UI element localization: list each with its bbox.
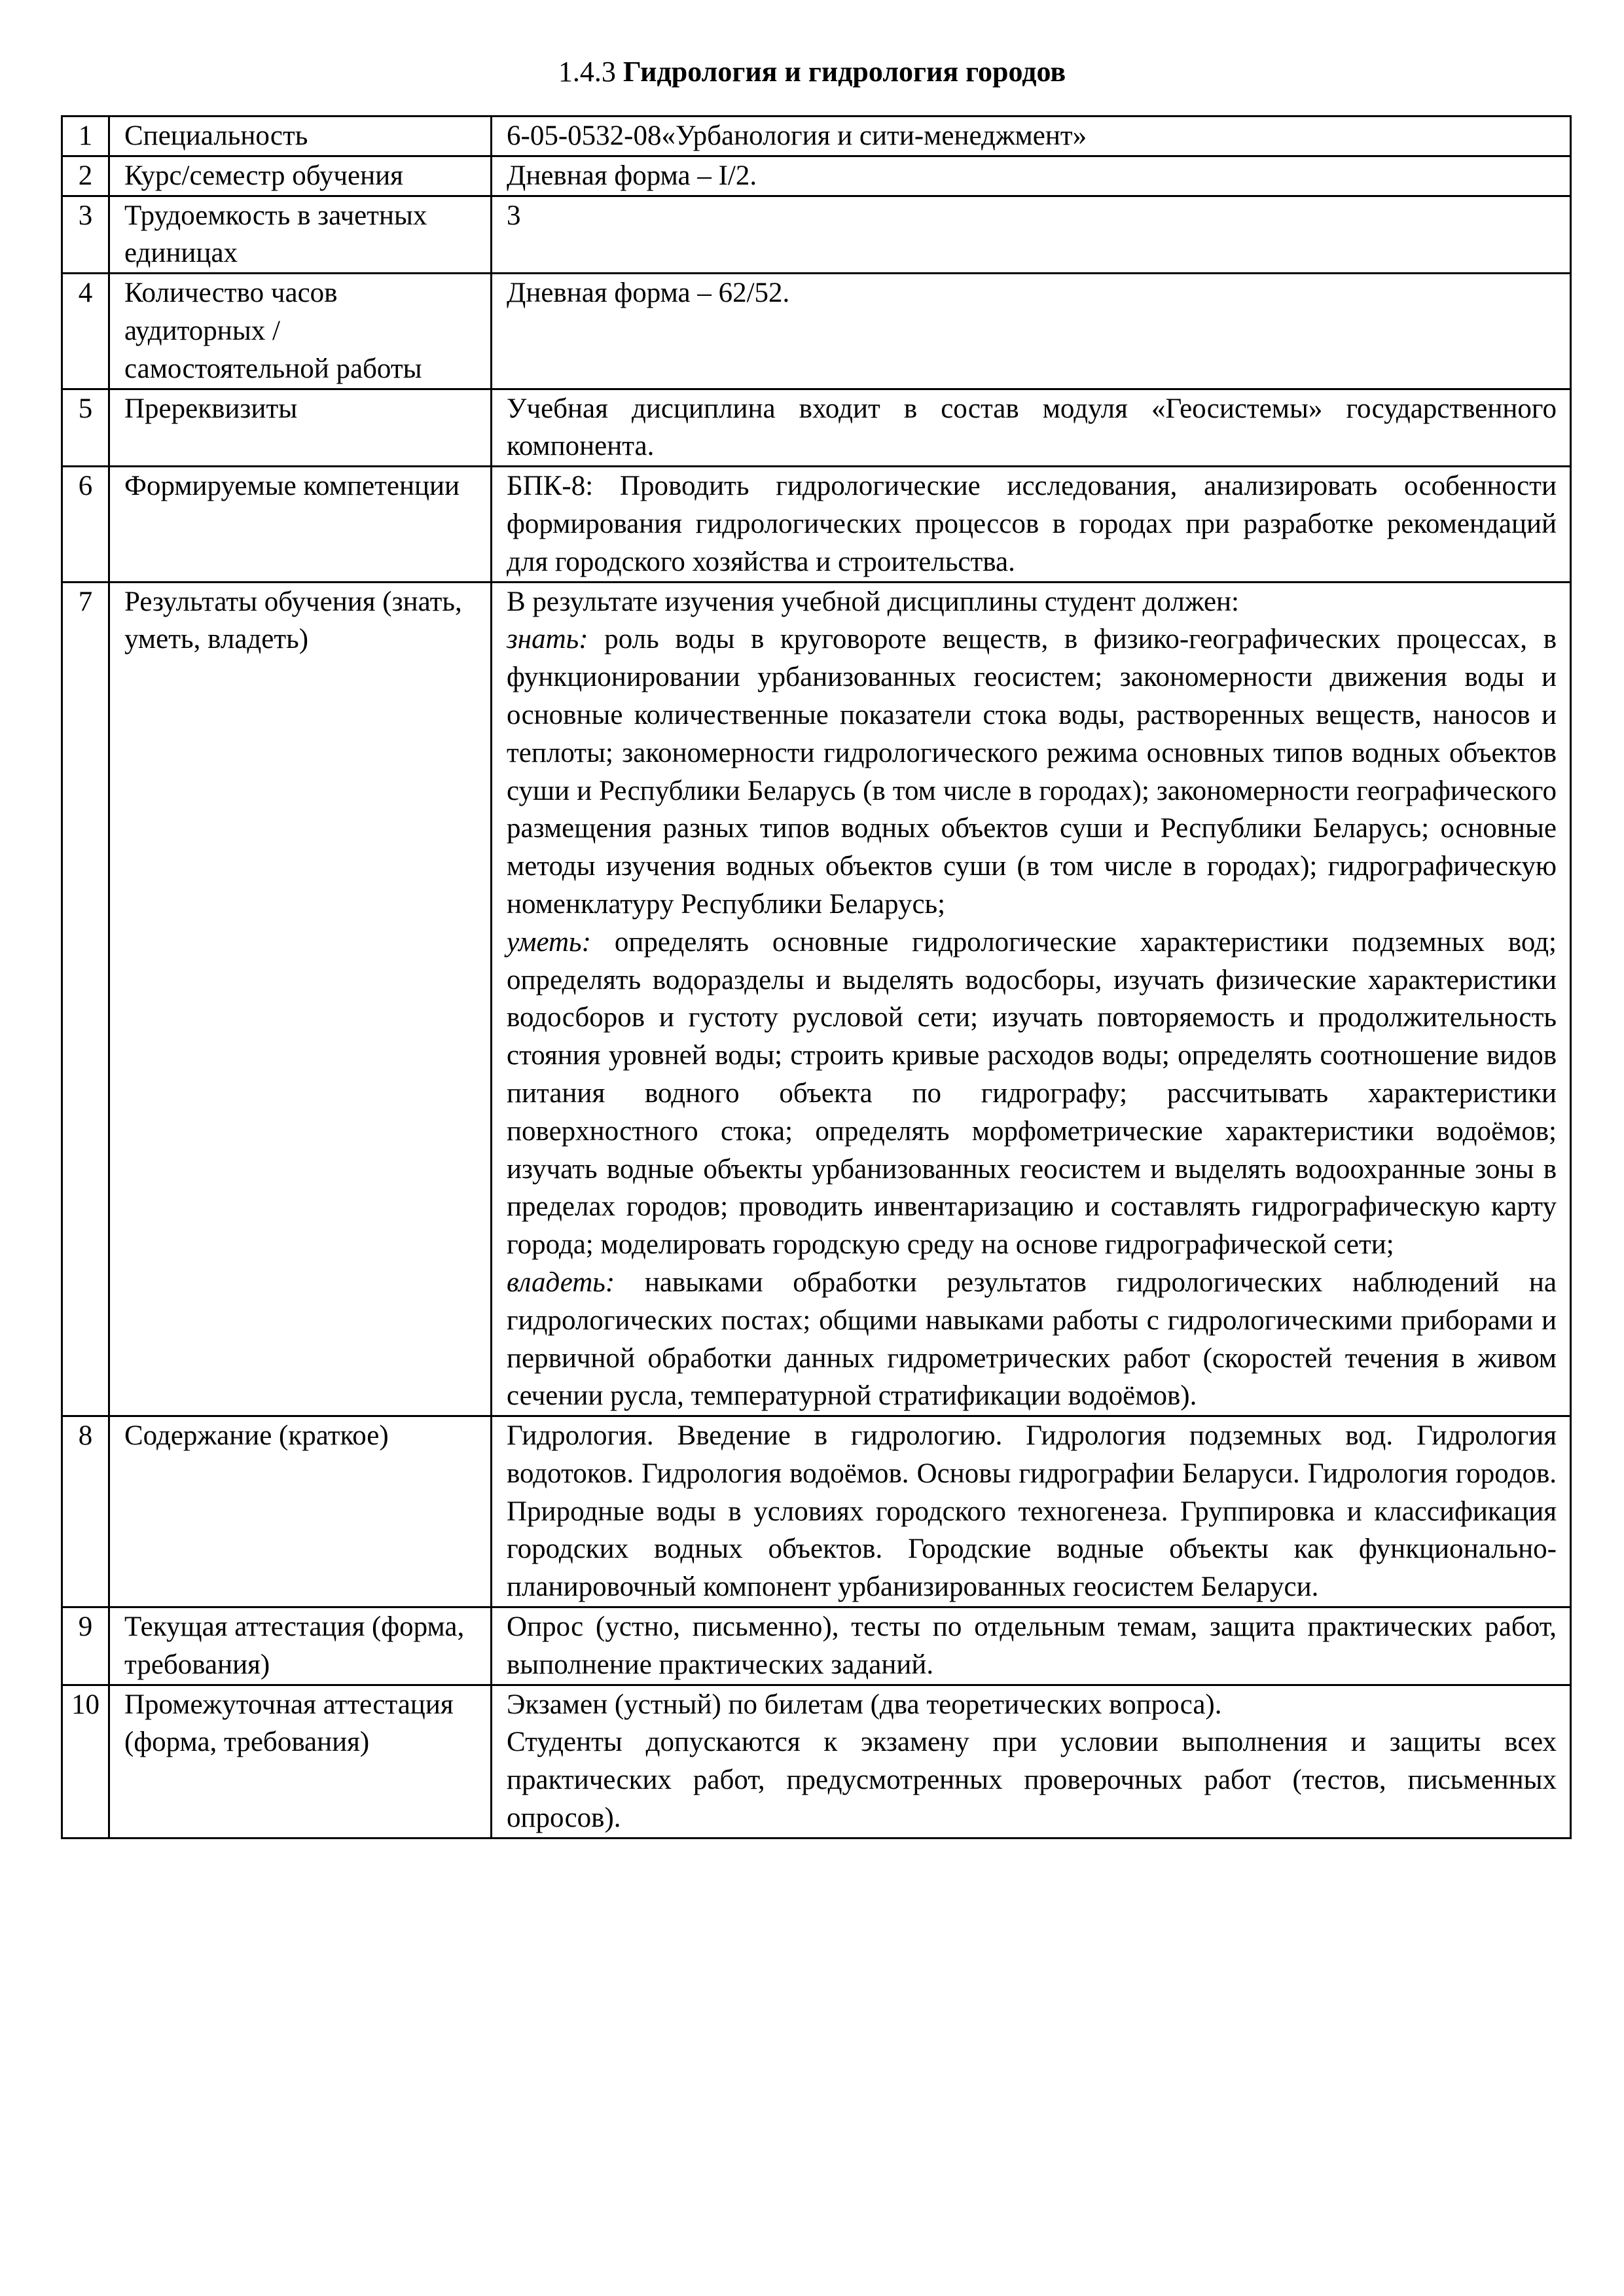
table-row — [62, 1416, 1571, 1607]
table-row — [62, 156, 1571, 196]
section-number: 1.4.3 — [558, 56, 616, 88]
know-text: роль воды в круговороте веществ, в физико-географических процессах, в функционировании урбанизованных геосистем; закономерности движения воды и основные количественные показатели стока воды, растворенных веществ, наносов и теплоты; закономерности гидрологического режима основных типов водных объектов суши и Республики Беларусь (в том числе в городах); закономерности географического размещения разных типов водных объектов суши и Республики Беларусь; основные методы изучения водных объектов суши (в том числе в городах); гидрографическую номенклатуру Республики Беларусь; — [507, 624, 1557, 920]
row-value: Учебная дисциплина входит в состав модуля «Геосистемы» государственного компонента. — [492, 389, 1571, 467]
course-description-table — [61, 115, 1572, 1839]
table-row — [62, 274, 1571, 389]
row-number: 10 — [62, 1685, 109, 1838]
row-label: Курс/семестр обучения — [109, 156, 492, 196]
row-label: Трудоемкость в зачетных единицах — [109, 196, 492, 274]
row-label: Формируемые компетенции — [109, 467, 492, 582]
outcomes-intro: В результате изучения учебной дисциплины студент должен: — [507, 586, 1240, 617]
page-title — [0, 54, 1624, 90]
row-value — [492, 1685, 1571, 1838]
row-number: 4 — [62, 274, 109, 389]
exam-format: Экзамен (устный) по билетам (два теоретических вопроса). — [507, 1689, 1222, 1720]
row-number: 8 — [62, 1416, 109, 1607]
row-value: Опрос (устно, письменно), тесты по отдельным темам, защита практических работ, выполнение практических заданий. — [492, 1607, 1571, 1685]
row-label: Результаты обучения (знать, уметь, владеть) — [109, 582, 492, 1416]
outcomes-know — [507, 620, 1557, 923]
outcomes-own — [507, 1264, 1557, 1415]
row-number: 7 — [62, 582, 109, 1416]
row-label: Промежуточная аттестация (форма, требования) — [109, 1685, 492, 1838]
row-number: 6 — [62, 467, 109, 582]
row-value: Дневная форма – 62/52. — [492, 274, 1571, 389]
table-row — [62, 1607, 1571, 1685]
row-number: 3 — [62, 196, 109, 274]
row-label: Содержание (краткое) — [109, 1416, 492, 1607]
row-label: Количество часов аудиторных / самостоятельной работы — [109, 274, 492, 389]
can-text: определять основные гидрологические характеристики подземных вод; определять водоразделы и выделять водосборы, изучать физические характеристики водосборов и густоту русловой сети; изучать повторяемость и продолжительность стояния уровней воды; строить кривые расходов воды; определять соотношение видов питания водного объекта по гидрографу; рассчитывать характеристики поверхностного стока; определять морфометрические характеристики водоёмов; изучать водные объекты урбанизованных геосистем и выделять водоохранные зоны в пределах городов; проводить инвентаризацию и составлять гидрографическую карту города; моделировать городскую среду на основе гидрографической сети; — [507, 926, 1557, 1261]
row-value: 6-05-0532-08«Урбанология и сити-менеджмент» — [492, 117, 1571, 156]
know-label: знать: — [507, 624, 588, 655]
table-row — [62, 467, 1571, 582]
table-row — [62, 1685, 1571, 1838]
table-row — [62, 389, 1571, 467]
exam-admission: Студенты допускаются к экзамену при условии выполнения и защиты всех практических работ, предусмотренных проверочных работ (тестов, письменных опросов). — [507, 1727, 1557, 1834]
own-text: навыками обработки результатов гидрологических наблюдений на гидрологических постах; общими навыками работы с гидрологическими приборами и первичной обработки данных гидрометрических работ (скоростей течения в живом сечении русла, температурной стратификации водоёмов). — [507, 1266, 1557, 1412]
row-value: 3 — [492, 196, 1571, 274]
table-row — [62, 117, 1571, 156]
row-number: 2 — [62, 156, 109, 196]
table-row — [62, 582, 1571, 1416]
outcomes-can — [507, 924, 1557, 1264]
section-title: Гидрология и гидрология городов — [623, 56, 1066, 88]
row-label: Специальность — [109, 117, 492, 156]
row-value: Дневная форма – I/2. — [492, 156, 1571, 196]
row-label: Текущая аттестация (форма, требования) — [109, 1607, 492, 1685]
row-value: Гидрология. Введение в гидрологию. Гидрология подземных вод. Гидрология водотоков. Гидрология водоёмов. Основы гидрографии Беларуси. Гидрология городов. Природные воды в условиях городского техногенеза. Группировка и классификация городских водных объектов. Городские водные объекты как функционально-планировочный компонент урбанизированных геосистем Беларуси. — [492, 1416, 1571, 1607]
row-label: Пререквизиты — [109, 389, 492, 467]
row-number: 9 — [62, 1607, 109, 1685]
row-value: БПК-8: Проводить гидрологические исследования, анализировать особенности формирования гидрологических процессов в городах при разработке рекомендаций для городского хозяйства и строительства. — [492, 467, 1571, 582]
row-number: 1 — [62, 117, 109, 156]
learning-outcomes — [492, 582, 1571, 1416]
table-row — [62, 196, 1571, 274]
own-label: владеть: — [507, 1266, 615, 1298]
can-label: уметь: — [507, 926, 591, 958]
row-number: 5 — [62, 389, 109, 467]
